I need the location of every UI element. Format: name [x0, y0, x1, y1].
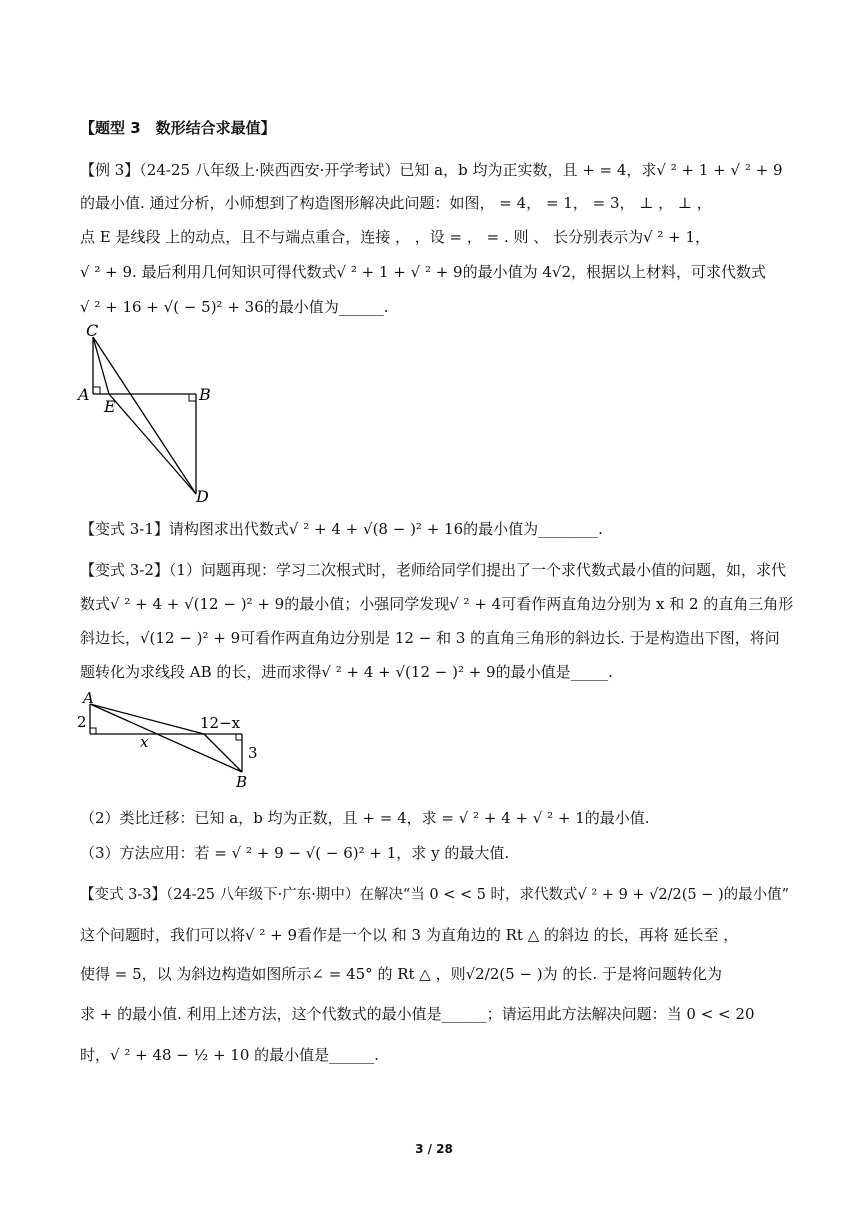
variant-3-3-line-4: 求 + 的最小值. 利用上述方法，这个代数式的最小值是______；请运用此方法解决问题：当 0 < < 20 [80, 1005, 755, 1023]
label-a: A [83, 689, 94, 707]
right-angle-mark-left [90, 728, 96, 734]
variant-3-3-line-2: 这个问题时，我们可以将√ ² + 9看作是一个以 和 3 为直角边的 Rt △ 的斜边 的长，再将 延长至 ， [80, 926, 739, 944]
example-line-3: 点 E 是线段 上的动点，且不与端点重合，连接 ， ，设 = ， = . 则 、 长分别表示为√ ² + 1， [80, 228, 711, 246]
variant-3-2-line-2: 数式√ ² + 4 + √(12 − )² + 9的最小值；小强同学发现√ ² + 4可看作两直角边分别为 x 和 2 的直角三角形 [80, 595, 794, 613]
page-number: 3 / 28 [415, 1142, 453, 1156]
right-angle-mark-b [189, 394, 196, 401]
section-title: 【题型 3 数形结合求最值】 [80, 119, 276, 137]
label-b: B [199, 385, 211, 404]
right-angle-mark-a [93, 387, 100, 394]
label-b: B [236, 773, 248, 791]
variant-3-2-line-3: 斜边长，√(12 − )² + 9可看作两直角边分别是 12 − 和 3 的直角三角形的斜边长. 于是构造出下图，将问 [80, 629, 780, 647]
variant-3-3-line-3: 使得 = 5，以 为斜边构造如图所示∠ = 45° 的 Rt △ ，则√2/2(5 − )为 的长. 于是将问题转化为 [80, 965, 722, 983]
label-x: x [140, 733, 149, 751]
right-angle-mark-right [236, 734, 242, 740]
label-c: C [86, 322, 99, 340]
variant-3-3-line-1: 【变式 3-3】（24-25 八年级下·广东·期中）在解决“当 0 < < 5 时，求代数式√ ² + 9 + √2/2(5 − )的最小值” [80, 887, 790, 903]
variant-3-2-part-3: （3）方法应用：若 = √ ² + 9 − √( − 6)² + 1，求 y 的最大值. [80, 844, 510, 862]
variant-3-2-part-2: （2）类比迁移：已知 a，b 均为正数，且 + = 4，求 = √ ² + 4 + √ ² + 1的最小值. [80, 809, 650, 827]
example-line-4: √ ² + 9. 最后利用几何知识可得代数式√ ² + 1 + √ ² + 9的最小值为 4√2，根据以上材料，可求代数式 [80, 263, 767, 281]
variant-3-1-line: 【变式 3-1】请构图求出代数式√ ² + 4 + √(8 − )² + 16的最小值为________. [80, 520, 603, 538]
segment-ed [109, 394, 196, 494]
figure-2-diagram [72, 688, 272, 793]
segment-ce [93, 337, 109, 394]
variant-3-2-line-4: 题转化为求线段 AB 的长，进而求得√ ² + 4 + √(12 − )² + 9的最小值是_____. [80, 663, 613, 681]
label-d: D [196, 487, 209, 506]
label-e: E [104, 397, 116, 416]
label-a: A [78, 385, 90, 404]
figure-1-diagram [75, 322, 225, 507]
variant-3-2-line-1: 【变式 3-2】（1）问题再现：学习二次根式时，老师给同学们提出了一个求代数式最小值的问题，如，求代 [80, 561, 786, 579]
label-12-minus-x: 12−x [200, 714, 241, 732]
label-2: 2 [77, 713, 87, 731]
label-3: 3 [248, 744, 258, 762]
example-line-2: 的最小值. 通过分析，小师想到了构造图形解决此问题：如图， = 4， = 1， = 3， ⊥ ， ⊥ ， [80, 194, 712, 212]
example-line-1: 【例 3】（24-25 八年级上·陕西西安·开学考试）已知 a，b 均为正实数，且 + = 4，求√ ² + 1 + √ ² + 9 [80, 161, 783, 179]
example-line-5: √ ² + 16 + √( − 5)² + 36的最小值为______. [80, 298, 389, 316]
variant-3-3-line-5: 时，√ ² + 48 − ½ + 10 的最小值是______. [80, 1046, 379, 1064]
